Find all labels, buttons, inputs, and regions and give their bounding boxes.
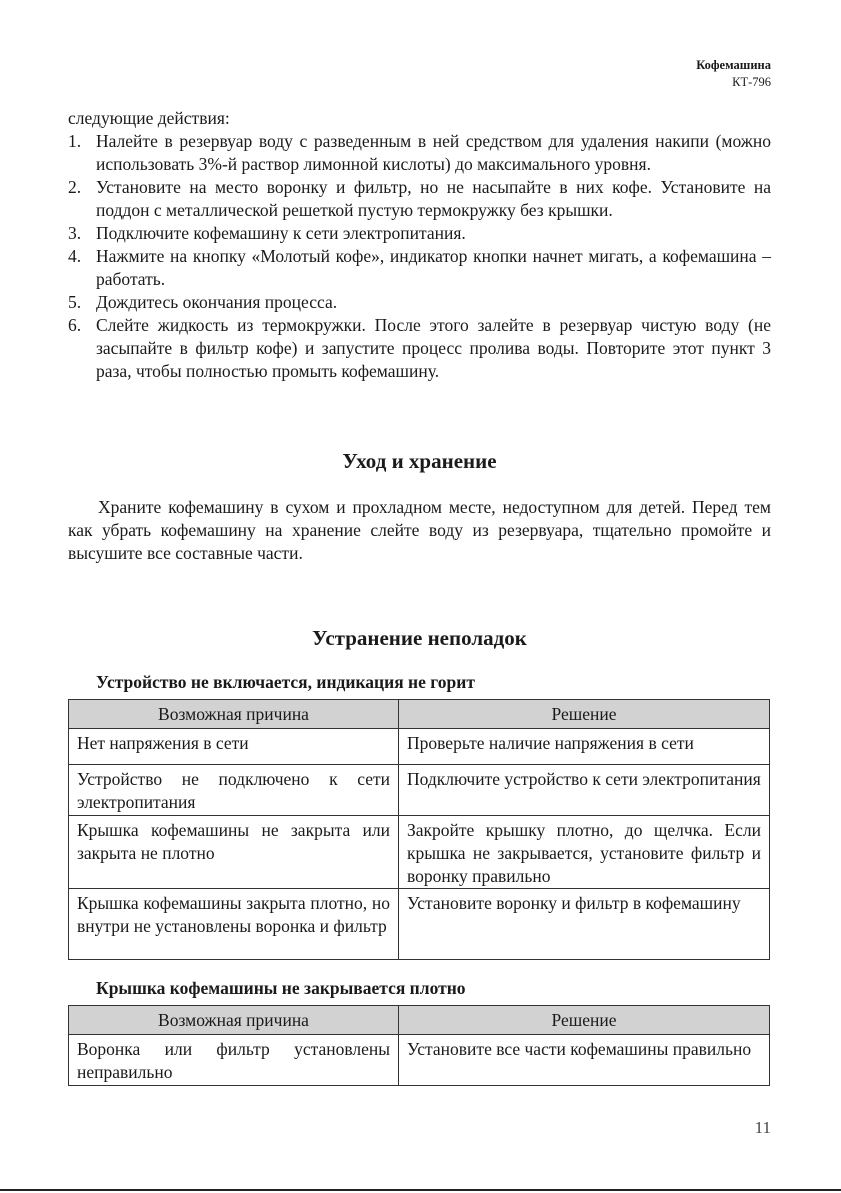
solution-cell: Закройте крышку плотно, до щелчка. Если крышка не закрывается, установите фильтр и воронку правильно: [399, 816, 770, 889]
step-text: Слейте жидкость из термокружки. После этого залейте в резервуар чистую воду (не засыпайте в фильтр кофе) и запустите процесс пролива воды. Повторите этот пункт 3 раза, чтобы полностью промыть кофемашину.: [96, 315, 771, 381]
table-row: [69, 889, 770, 960]
solution-cell: Установите все части кофемашины правильно: [399, 1035, 770, 1086]
step-text: Установите на место воронку и фильтр, но не насыпайте в них кофе. Установите на поддон с металлической решеткой пустую термокружку без крышки.: [96, 177, 771, 220]
column-header-solution: Решение: [399, 700, 770, 729]
step-number: 1.: [68, 131, 82, 151]
running-header: [696, 57, 771, 91]
problem-heading-no-power: Устройство не включается, индикация не горит: [96, 672, 475, 692]
step-text: Подключите кофемашину к сети электропитания.: [96, 223, 466, 243]
table-row: [69, 1035, 770, 1086]
cause-cell: Воронка или фильтр установлены неправильно: [69, 1035, 399, 1086]
list-item: [68, 222, 771, 245]
cause-cell: Нет напряжения в сети: [69, 729, 399, 765]
troubleshooting-section-title: Устранение неполадок: [312, 626, 527, 650]
step-number: 2.: [68, 177, 82, 197]
list-item: [68, 314, 771, 383]
step-number: 3.: [68, 223, 82, 243]
step-number: 6.: [68, 315, 82, 335]
table-row: [69, 765, 770, 816]
table-header-row: [69, 700, 770, 729]
header-product-name: Кофемашина: [696, 58, 771, 72]
cause-cell: Устройство не подключено к сети электропитания: [69, 765, 399, 816]
step-number: 5.: [68, 292, 82, 312]
solution-cell: Установите воронку и фильтр в кофемашину: [399, 889, 770, 960]
care-section-title: Уход и хранение: [342, 449, 497, 473]
column-header-cause: Возможная причина: [69, 1006, 399, 1035]
list-item: [68, 130, 771, 176]
step-text: Нажмите на кнопку «Молотый кофе», индикатор кнопки начнет мигать, а кофемашина – работать.: [96, 246, 771, 289]
bottom-border-line: [0, 1189, 841, 1191]
list-item: [68, 176, 771, 222]
problem-heading-lid-not-closing: Крышка кофемашины не закрывается плотно: [96, 978, 466, 998]
cause-cell: Крышка кофемашины не закрыта или закрыта не плотно: [69, 816, 399, 889]
table-header-row: [69, 1006, 770, 1035]
column-header-cause: Возможная причина: [69, 700, 399, 729]
troubleshooting-table-lid: [68, 1005, 770, 1086]
intro-text: следующие действия:: [68, 108, 230, 128]
step-text: Налейте в резервуар воду с разведенным в ней средством для удаления накипи (можно использовать 3%-й раствор лимонной кислоты) до максимального уровня.: [96, 131, 771, 174]
descaling-steps-list: [68, 130, 771, 383]
list-item: [68, 245, 771, 291]
step-text: Дождитесь окончания процесса.: [96, 292, 338, 312]
list-item: [68, 291, 771, 314]
solution-cell: Проверьте наличие напряжения в сети: [399, 729, 770, 765]
cause-cell: Крышка кофемашины закрыта плотно, но внутри не установлены воронка и фильтр: [69, 889, 399, 960]
troubleshooting-table-no-power: [68, 699, 770, 960]
header-model: КТ-796: [732, 75, 771, 89]
solution-cell: Подключите устройство к сети электропитания: [399, 765, 770, 816]
table-row: [69, 816, 770, 889]
column-header-solution: Решение: [399, 1006, 770, 1035]
page-number: 11: [754, 1118, 771, 1137]
care-paragraph: Храните кофемашину в сухом и прохладном месте, недоступном для детей. Перед тем как убрать кофемашину на хранение слейте воду из резервуара, тщательно промойте и высушите все составные части.: [68, 497, 771, 563]
page-content: [68, 107, 771, 1086]
table-row: [69, 729, 770, 765]
step-number: 4.: [68, 246, 82, 266]
